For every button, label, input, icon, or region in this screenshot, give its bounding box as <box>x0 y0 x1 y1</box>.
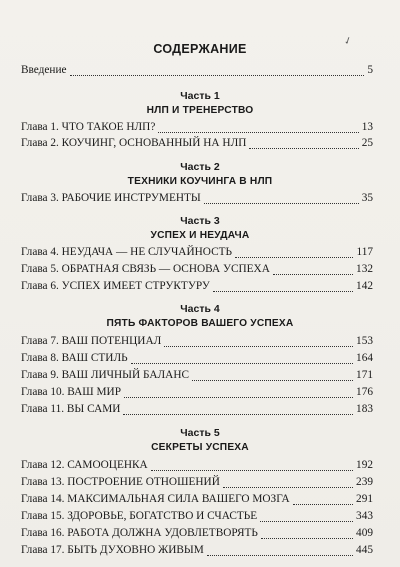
dot-leader <box>164 346 353 347</box>
dot-leader <box>70 75 365 76</box>
toc-entry-chapter[interactable] <box>21 192 373 208</box>
entry-page: 192 <box>356 459 373 471</box>
toc-entry-chapter[interactable] <box>21 263 373 279</box>
entry-page: 164 <box>356 352 373 364</box>
toc-entry-chapter[interactable] <box>21 137 373 153</box>
entry-label: Глава 2. КОУЧИНГ, ОСНОВАННЫЙ НА НЛП <box>21 137 247 149</box>
toc-entry-chapter[interactable] <box>21 510 373 526</box>
entry-label: Глава 10. ВАШ МИР <box>21 386 121 398</box>
entry-label: Глава 4. НЕУДАЧА — НЕ СЛУЧАЙНОСТЬ <box>21 246 232 258</box>
entry-page: 132 <box>356 263 373 275</box>
entry-label: Глава 6. УСПЕХ ИМЕЕТ СТРУКТУРУ <box>21 280 210 292</box>
dot-leader <box>158 132 358 133</box>
toc-entry-chapter[interactable] <box>21 246 373 262</box>
entry-label: Глава 7. ВАШ ПОТЕНЦИАЛ <box>21 335 162 347</box>
toc-entry-chapter[interactable] <box>21 386 373 402</box>
dot-leader <box>213 291 353 292</box>
entry-page: 25 <box>361 137 373 149</box>
toc-entry-chapter[interactable] <box>21 459 373 475</box>
entry-page: 153 <box>356 335 373 347</box>
entry-page: 343 <box>356 510 373 522</box>
dot-leader <box>293 504 353 505</box>
entry-page: 409 <box>356 527 373 539</box>
toc-entry-chapter[interactable] <box>21 280 373 296</box>
dot-leader <box>131 363 353 364</box>
toc-entry-chapter[interactable] <box>21 476 373 492</box>
entry-label: Глава 15. ЗДОРОВЬЕ, БОГАТСТВО И СЧАСТЬЕ <box>21 510 258 522</box>
toc-entry-chapter[interactable] <box>21 493 373 509</box>
toc-entry-chapter[interactable] <box>21 335 373 351</box>
entry-label: Глава 16. РАБОТА ДОЛЖНА УДОВЛЕТВОРЯТЬ <box>21 527 258 539</box>
entry-label: Глава 14. МАКСИМАЛЬНАЯ СИЛА ВАШЕГО МОЗГА <box>21 493 290 505</box>
entry-page: 35 <box>361 192 373 204</box>
part-number: Часть 5 <box>180 427 220 439</box>
entry-page: 142 <box>356 280 373 292</box>
entry-label: Глава 9. ВАШ ЛИЧНЫЙ БАЛАНС <box>21 369 190 381</box>
dot-leader <box>223 487 353 488</box>
part-title: НЛП И ТРЕНЕРСТВО <box>146 105 254 116</box>
entry-page: 291 <box>356 493 373 505</box>
toc-entry-chapter[interactable] <box>21 121 373 137</box>
entry-page: 239 <box>356 476 373 488</box>
entry-page: 183 <box>356 403 373 415</box>
dot-leader <box>151 470 353 471</box>
part-title: УСПЕХ И НЕУДАЧА <box>150 230 250 241</box>
entry-page: 5 <box>367 64 373 76</box>
toc-entry-intro[interactable] <box>21 64 373 80</box>
page-title: СОДЕРЖАНИЕ <box>153 42 247 56</box>
entry-label: Глава 1. ЧТО ТАКОЕ НЛП? <box>21 121 156 133</box>
entry-page: 13 <box>361 121 373 133</box>
toc-entry-chapter[interactable] <box>21 544 373 560</box>
part-number: Часть 3 <box>180 215 220 227</box>
part-title: ТЕХНИКИ КОУЧИНГА В НЛП <box>127 176 273 187</box>
dot-leader <box>192 380 353 381</box>
entry-page: 445 <box>356 544 373 556</box>
dot-leader <box>235 257 353 258</box>
dot-leader <box>204 203 359 204</box>
dot-leader <box>261 538 353 539</box>
entry-label: Глава 11. ВЫ САМИ <box>21 403 121 415</box>
entry-label: Введение <box>21 64 67 76</box>
dot-leader <box>260 521 353 522</box>
dot-leader <box>273 274 353 275</box>
part-title: ПЯТЬ ФАКТОРОВ ВАШЕГО УСПЕХА <box>106 318 294 329</box>
entry-label: Глава 13. ПОСТРОЕНИЕ ОТНОШЕНИЙ <box>21 476 220 488</box>
part-number: Часть 4 <box>180 303 220 315</box>
entry-label: Глава 8. ВАШ СТИЛЬ <box>21 352 128 364</box>
part-number: Часть 2 <box>180 161 220 173</box>
entry-page: 171 <box>356 369 373 381</box>
part-title: СЕКРЕТЫ УСПЕХА <box>151 442 249 453</box>
toc-entry-chapter[interactable] <box>21 403 373 419</box>
toc-entry-chapter[interactable] <box>21 352 373 368</box>
part-number: Часть 1 <box>180 90 220 102</box>
dot-leader <box>124 397 353 398</box>
dot-leader <box>123 414 353 415</box>
entry-label: Глава 17. БЫТЬ ДУХОВНО ЖИВЫМ <box>21 544 204 556</box>
check-mark-icon: ✓ <box>342 34 355 49</box>
entry-page: 176 <box>356 386 373 398</box>
toc-entry-chapter[interactable] <box>21 369 373 385</box>
dot-leader <box>207 555 353 556</box>
entry-label: Глава 3. РАБОЧИЕ ИНСТРУМЕНТЫ <box>21 192 201 204</box>
dot-leader <box>249 148 358 149</box>
entry-page: 117 <box>356 246 373 258</box>
entry-label: Глава 12. САМООЦЕНКА <box>21 459 148 471</box>
toc-entry-chapter[interactable] <box>21 527 373 543</box>
entry-label: Глава 5. ОБРАТНАЯ СВЯЗЬ — ОСНОВА УСПЕХА <box>21 263 270 275</box>
